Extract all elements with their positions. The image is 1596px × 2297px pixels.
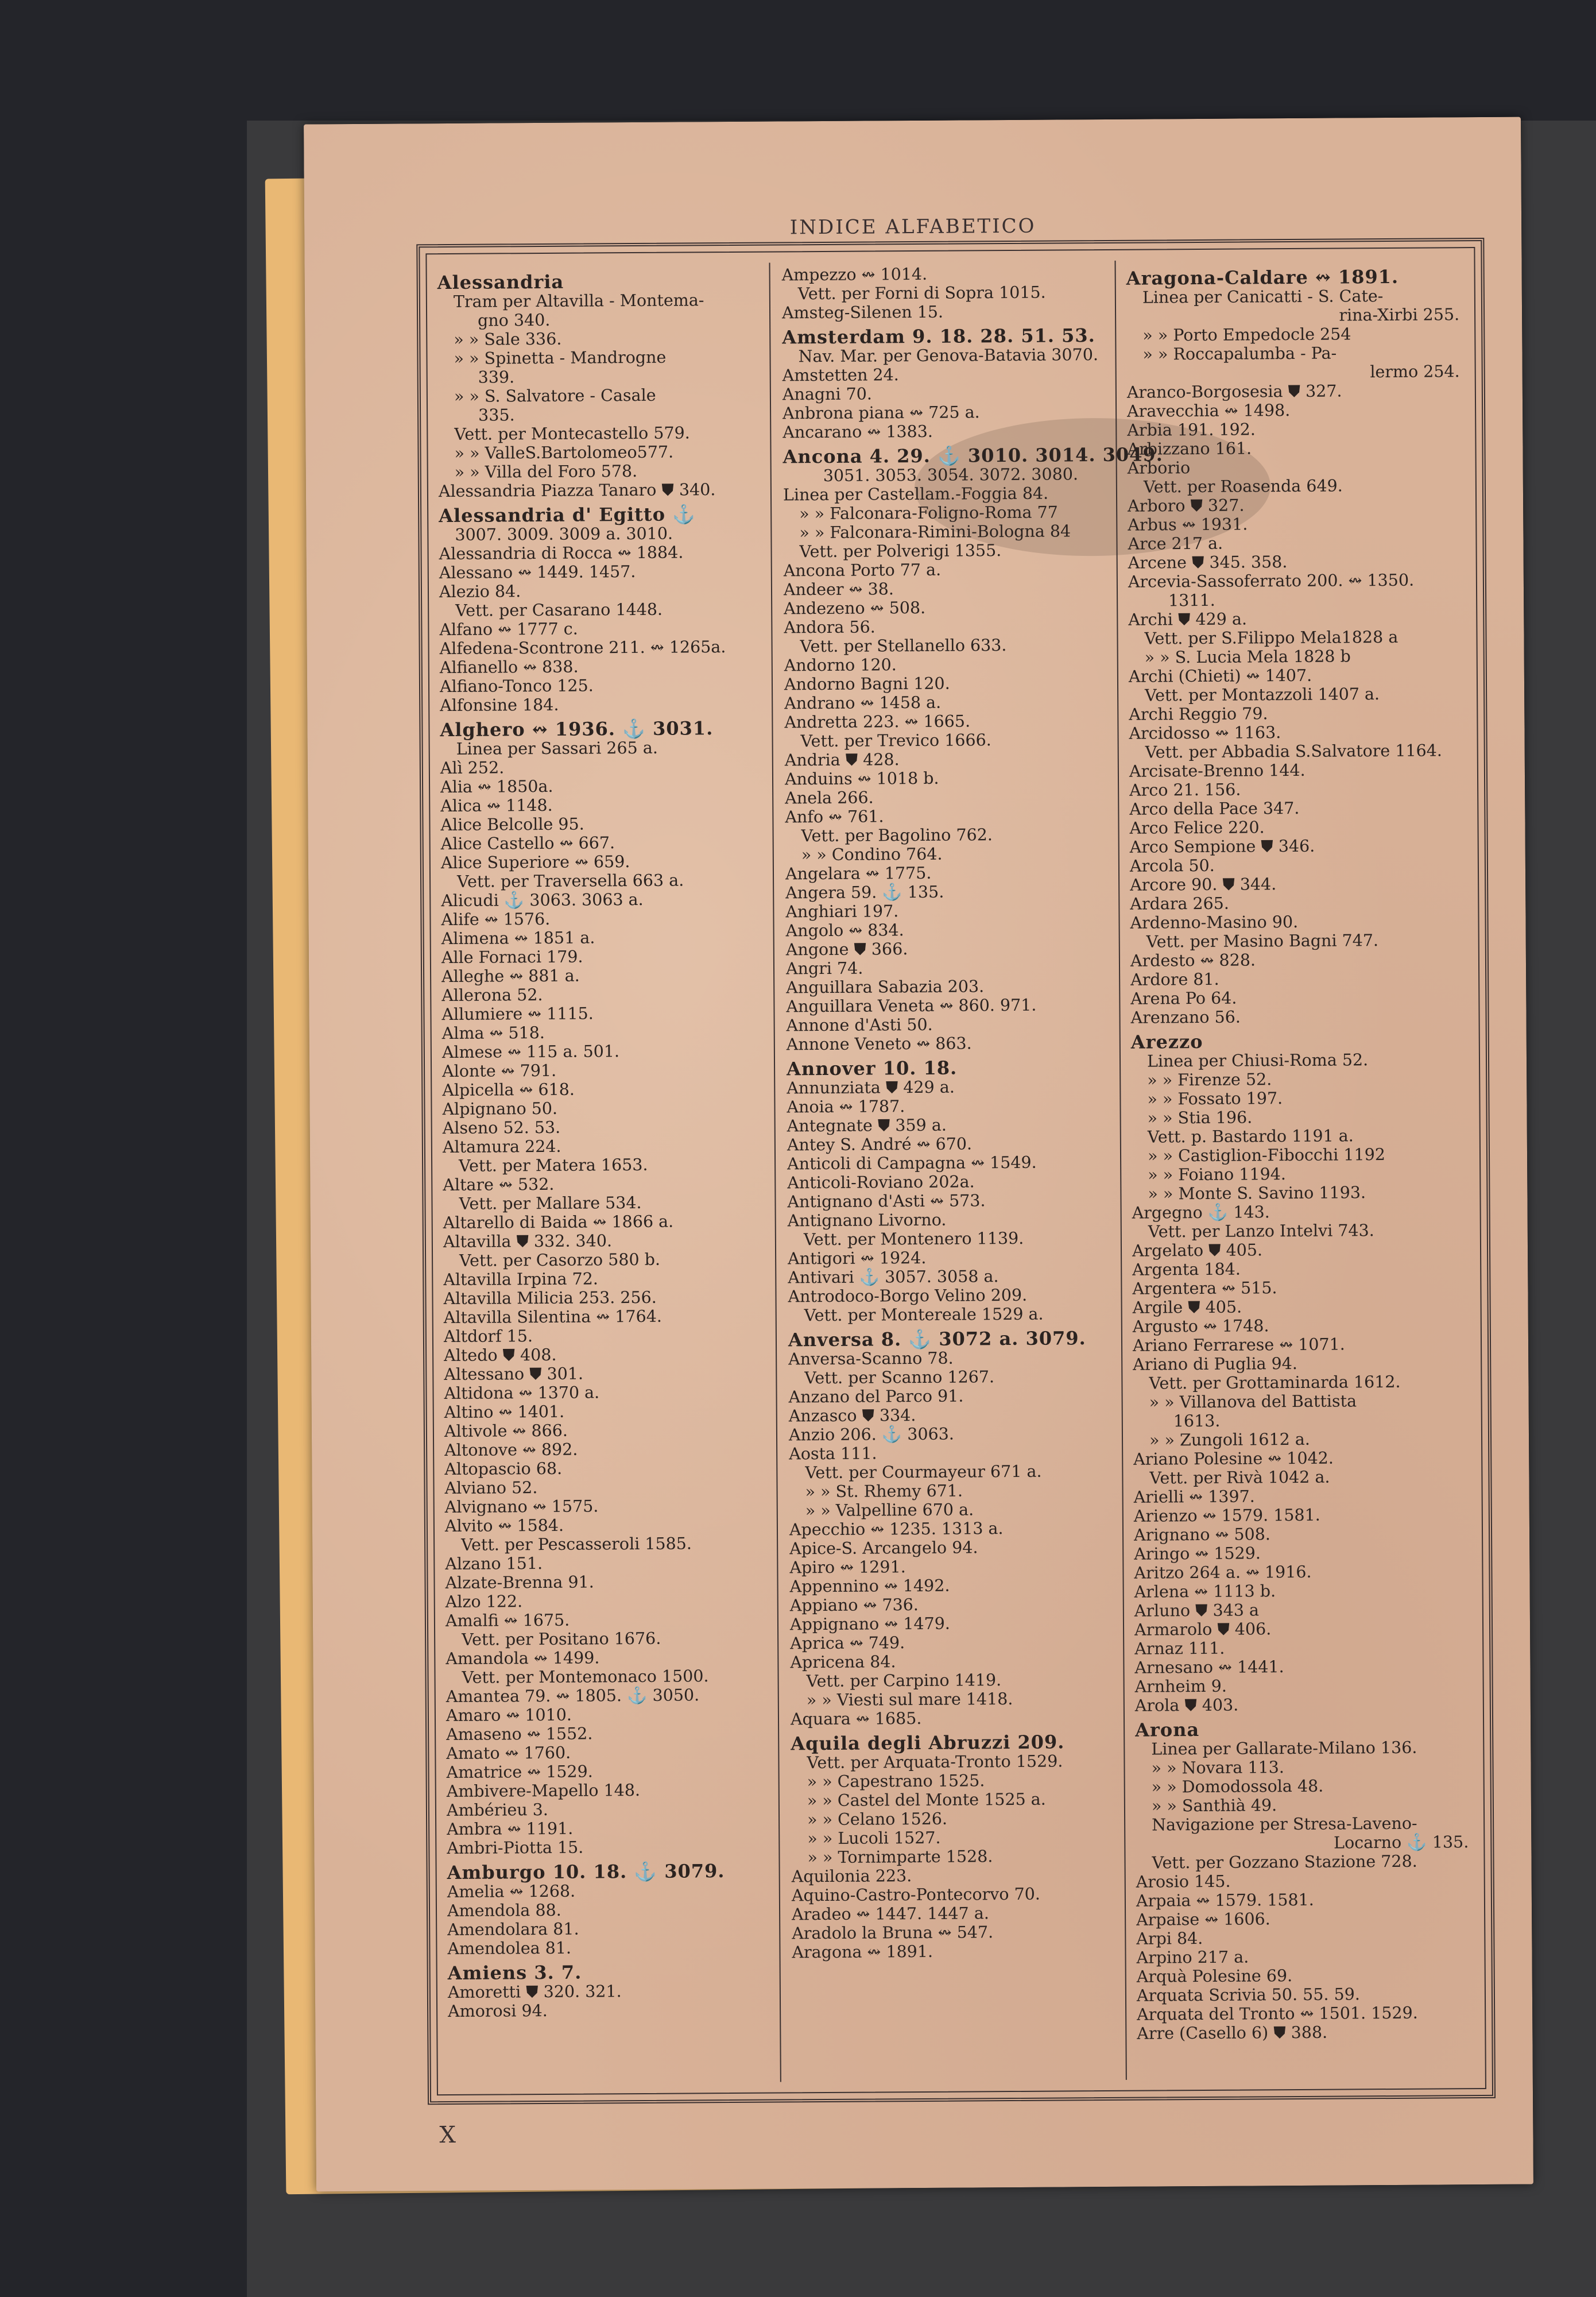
index-entry: Apricena 84. <box>790 1652 896 1672</box>
document-page <box>304 117 1533 2192</box>
index-entry: Aprica ↭ 749. <box>790 1633 905 1653</box>
index-entry: Arielli ↭ 1397. <box>1133 1487 1255 1507</box>
index-entry: Altivole ↭ 866. <box>444 1421 568 1441</box>
index-entry: Alfedena-Scontrone 211. ↭ 1265a. <box>439 637 726 659</box>
index-entry: Vett. per Trevico 1666. <box>800 730 991 751</box>
index-entry: Amaseno ↭ 1552. <box>446 1724 593 1745</box>
index-entry: Ambérieu 3. <box>446 1800 548 1820</box>
index-entry: Alife ↭ 1576. <box>441 909 551 930</box>
index-entry: Vett. per Polverigi 1355. <box>799 541 1002 562</box>
index-entry: » » Firenze 52. <box>1147 1070 1272 1090</box>
index-entry: » » Domodossola 48. <box>1151 1776 1324 1797</box>
index-entry: Altavilla ⛊ 332. 340. <box>443 1231 613 1252</box>
index-entry: Vett. per Abbadia S.Salvatore 1164. <box>1145 741 1442 762</box>
index-entry: Antigori ↭ 1924. <box>788 1248 927 1269</box>
index-entry: Ariano di Puglia 94. <box>1133 1354 1298 1374</box>
index-entry: Arboro ⛊ 327. <box>1128 496 1245 516</box>
index-entry: Alseno 52. 53. <box>442 1117 561 1138</box>
index-entry: Appennino ↭ 1492. <box>789 1576 950 1596</box>
index-entry: Arbia 191. 192. <box>1127 420 1256 440</box>
index-entry: Arpaia ↭ 1579. 1581. <box>1136 1890 1314 1911</box>
index-entry: Vett. per Courmayeur 671 a. <box>805 1461 1042 1483</box>
index-entry: 1311. <box>1168 590 1215 610</box>
index-entry: » » Zungoli 1612 a. <box>1149 1429 1310 1450</box>
index-entry: Alessano ↭ 1449. 1457. <box>439 562 636 583</box>
index-entry: Amantea 79. ↭ 1805. ⚓ 3050. <box>446 1685 700 1707</box>
index-entry: Alzano 151. <box>445 1554 543 1574</box>
index-entry: Arpaise ↭ 1606. <box>1136 1909 1270 1929</box>
index-entry: Alle Fornaci 179. <box>441 947 583 968</box>
index-entry: Arquà Polesine 69. <box>1136 1966 1293 1986</box>
index-entry: Aradeo ↭ 1447. 1447 a. <box>791 1904 989 1924</box>
index-entry: Tram per Altavilla - Montema- <box>453 291 704 311</box>
index-entry: Arborio <box>1127 458 1191 478</box>
index-entry: » » Villanova del Battista <box>1149 1391 1357 1412</box>
index-entry: Alviano 52. <box>444 1478 538 1498</box>
index-entry: Alzo 122. <box>445 1592 523 1612</box>
index-entry: Amelia ↭ 1268. <box>447 1881 576 1902</box>
index-entry: Altamura 224. <box>442 1136 561 1157</box>
index-entry: 1613. <box>1173 1411 1221 1431</box>
index-entry: Andezeno ↭ 508. <box>784 598 926 618</box>
index-entry: Vett. p. Bastardo 1191 a. <box>1147 1126 1354 1147</box>
index-entry: Arquata del Tronto ↭ 1501. 1529. <box>1137 2003 1418 2024</box>
index-entry: » » Viesti sul mare 1418. <box>806 1689 1013 1710</box>
index-entry: Vett. per Traversella 663 a. <box>456 871 684 891</box>
index-entry: Altavilla Silentina ↭ 1764. <box>443 1306 662 1328</box>
index-entry: Altopascio 68. <box>444 1459 563 1479</box>
index-entry: Andorno 120. <box>784 655 897 675</box>
index-entry: Altino ↭ 1401. <box>444 1402 565 1422</box>
index-entry: Argegno ⚓ 143. <box>1132 1202 1270 1223</box>
index-entry: Anela 266. <box>785 788 874 808</box>
index-entry: Alpignano 50. <box>442 1099 558 1119</box>
index-entry: Alica ↭ 1148. <box>440 795 553 816</box>
index-entry: Vett. per Gozzano Stazione 728. <box>1152 1851 1417 1873</box>
index-entry: Antrodoco-Borgo Velino 209. <box>788 1285 1028 1306</box>
index-entry: Altavilla Milicia 253. 256. <box>443 1287 657 1309</box>
index-entry: Alice Belcolle 95. <box>440 814 584 835</box>
index-entry: Ariano Polesine ↭ 1042. <box>1133 1448 1334 1469</box>
index-entry: Ardara 265. <box>1130 894 1230 914</box>
index-entry: Ampezzo ↭ 1014. <box>781 264 928 285</box>
index-entry: Vett. per Pescasseroli 1585. <box>461 1534 692 1554</box>
index-entry: Arco Sempione ⛊ 346. <box>1129 836 1315 857</box>
index-entry: Vett. per Matera 1653. <box>459 1155 648 1175</box>
index-entry: Alice Castello ↭ 667. <box>440 833 615 854</box>
index-entry: Arcidosso ↭ 1163. <box>1129 723 1281 743</box>
index-entry: lermo 254. <box>1370 362 1460 382</box>
index-entry: Amendolea 81. <box>447 1938 572 1959</box>
index-entry: » » Santhià 49. <box>1151 1796 1277 1816</box>
index-entry: Antegnate ⛊ 359 a. <box>787 1115 947 1136</box>
index-entry: Alimena ↭ 1851 a. <box>441 928 595 949</box>
index-entry: Appiano ↭ 736. <box>789 1595 919 1615</box>
index-entry: Almese ↭ 115 a. 501. <box>441 1042 620 1062</box>
index-entry: Andorno Bagni 120. <box>784 674 950 694</box>
index-entry: gno 340. <box>478 310 551 330</box>
index-entry: Amato ↭ 1760. <box>446 1743 571 1764</box>
index-entry: » » St. Rhemy 671. <box>805 1481 963 1502</box>
index-heading-entry: Alessandria d' Egitto ⚓ <box>439 503 696 527</box>
index-entry: Argentera ↭ 515. <box>1132 1278 1277 1298</box>
index-entry: Altare ↭ 532. <box>443 1174 555 1195</box>
index-entry: Amsteg-Silenen 15. <box>781 302 944 323</box>
index-entry: Argile ⛊ 405. <box>1132 1297 1242 1317</box>
index-entry: Locarno ⚓ 135. <box>1333 1832 1469 1853</box>
index-entry: rina-Xirbi 255. <box>1339 305 1460 325</box>
index-entry: Aosta 111. <box>789 1444 877 1464</box>
index-entry: Vett. per Bagolino 762. <box>801 825 993 846</box>
index-entry: Alezio 84. <box>439 582 521 602</box>
index-column-3 <box>1126 261 1476 2043</box>
index-entry: Arco Felice 220. <box>1129 818 1265 838</box>
index-entry: Arcisate-Brenno 144. <box>1129 760 1306 781</box>
index-entry: » » Falconara-Rimini-Bologna 84 <box>799 521 1071 543</box>
index-entry: » » Novara 113. <box>1151 1758 1284 1778</box>
index-entry: Arnesano ↭ 1441. <box>1134 1657 1284 1677</box>
index-entry: Ancarano ↭ 1383. <box>782 421 933 442</box>
index-entry: Vett. per Montemonaco 1500. <box>462 1666 709 1687</box>
index-entry: Armarolo ⛊ 406. <box>1134 1619 1272 1639</box>
index-entry: » » Fossato 197. <box>1147 1089 1283 1109</box>
index-entry: Arquata Scrivia 50. 55. 59. <box>1136 1985 1360 2005</box>
index-entry: Vett. per Montenero 1139. <box>803 1228 1024 1250</box>
index-entry: Arcore 90. ⛊ 344. <box>1130 875 1277 895</box>
index-entry: » » Valpelline 670 a. <box>805 1500 974 1521</box>
index-entry: Vett. per Roasenda 649. <box>1143 476 1343 497</box>
index-entry: Linea per Canicatti - S. Cate- <box>1142 287 1384 307</box>
index-entry: Allumiere ↭ 1115. <box>441 1004 594 1024</box>
index-entry: Andria ⛊ 428. <box>784 750 900 770</box>
index-entry: Vett. per Mallare 534. <box>459 1193 642 1213</box>
index-entry: Arlena ↭ 1113 b. <box>1134 1581 1276 1602</box>
index-entry: Anguillara Sabazia 203. <box>786 977 985 997</box>
index-entry: 339. <box>478 368 515 387</box>
index-entry: Linea per Castellam.-Foggia 84. <box>782 484 1049 505</box>
index-entry: Ambri-Piotta 15. <box>447 1838 584 1858</box>
index-entry: Alfonsine 184. <box>440 695 559 716</box>
index-entry: Anguillara Veneta ↭ 860. 971. <box>786 995 1037 1016</box>
index-entry: Apice-S. Arcangelo 94. <box>789 1538 978 1559</box>
index-entry: Arena Po 64. <box>1130 988 1237 1008</box>
index-entry: » » S. Salvatore - Casale <box>454 385 656 406</box>
index-entry: Alessandria di Rocca ↭ 1884. <box>439 543 684 564</box>
index-entry: Aranco-Borgosesia ⛊ 327. <box>1126 381 1342 402</box>
index-entry: Anduins ↭ 1018 b. <box>784 768 939 789</box>
index-entry: Amaro ↭ 1010. <box>446 1705 572 1726</box>
index-entry: Aringo ↭ 1529. <box>1134 1544 1261 1564</box>
index-entry: Annone Veneto ↭ 863. <box>786 1034 972 1054</box>
index-entry: » » Roccapalumba - Pa- <box>1142 343 1337 364</box>
index-entry: » » Castiglion-Fibocchi 1192 <box>1147 1145 1386 1166</box>
index-entry: Antignano Livorno. <box>787 1210 947 1231</box>
index-entry: » » Lucoli 1527. <box>807 1828 941 1849</box>
index-entry: » » Capestrano 1525. <box>807 1771 985 1792</box>
index-entry: Arco della Pace 347. <box>1129 798 1300 819</box>
page-number: X <box>439 2121 456 2149</box>
index-entry: » » Castel del Monte 1525 a. <box>807 1789 1046 1811</box>
index-heading-entry: Alessandria <box>437 270 564 294</box>
index-entry: Vett. per Arquata-Tronto 1529. <box>807 1751 1063 1773</box>
index-entry: Linea per Chiusi-Roma 52. <box>1146 1050 1369 1071</box>
index-entry: Vett. per Rivà 1042 a. <box>1149 1467 1330 1488</box>
index-entry: Ambivere-Mapello 148. <box>446 1780 641 1801</box>
index-entry: » » Celano 1526. <box>807 1809 948 1830</box>
index-entry: Alicudi ⚓ 3063. 3063 a. <box>441 890 644 911</box>
index-entry: Alvignano ↭ 1575. <box>444 1496 599 1517</box>
index-entry: Arnheim 9. <box>1134 1676 1227 1696</box>
index-entry: Anversa-Scanno 78. <box>788 1348 954 1369</box>
index-entry: Ardenno-Masino 90. <box>1130 912 1299 933</box>
index-entry: 3007. 3009. 3009 a. 3010. <box>455 524 673 544</box>
index-entry: Linea per Gallarate-Milano 136. <box>1151 1738 1417 1759</box>
index-entry: » » Porto Empedocle 254 <box>1142 324 1351 345</box>
index-entry: Anoia ↭ 1787. <box>787 1097 905 1117</box>
index-entry: Amalfi ↭ 1675. <box>445 1610 570 1631</box>
index-entry: Arignano ↭ 508. <box>1133 1525 1271 1545</box>
index-entry: Ardesto ↭ 828. <box>1130 950 1256 970</box>
index-entry: » » Sale 336. <box>454 329 562 349</box>
index-entry: Arcene ⛊ 345. 358. <box>1128 552 1288 573</box>
index-entry: Arenzano 56. <box>1130 1007 1241 1027</box>
index-entry: Andeer ↭ 38. <box>783 579 894 600</box>
index-entry: 335. <box>478 405 515 425</box>
index-entry: Amstetten 24. <box>782 365 899 385</box>
index-entry: Vett. per Forni di Sopra 1015. <box>797 283 1046 304</box>
index-entry: Anbrona piana ↭ 725 a. <box>782 403 980 423</box>
index-entry: » » Foiano 1194. <box>1148 1165 1286 1185</box>
index-heading-entry: Aquila degli Abruzzi 209. <box>791 1731 1065 1755</box>
index-entry: 3051. 3053. 3054. 3072. 3080. <box>823 465 1079 485</box>
index-entry: Aquino-Castro-Pontecorvo 70. <box>791 1884 1040 1905</box>
index-entry: Alma ↭ 518. <box>441 1023 545 1043</box>
index-entry: Vett. per Masino Bagni 747. <box>1146 931 1379 952</box>
index-entry: Alì 252. <box>440 758 505 778</box>
index-entry: Appignano ↭ 1479. <box>789 1614 950 1634</box>
index-entry: Antignano d'Asti ↭ 573. <box>787 1191 986 1212</box>
index-entry: Alleghe ↭ 881 a. <box>441 966 580 987</box>
index-heading-entry: Arezzo <box>1130 1030 1203 1053</box>
index-entry: Andrano ↭ 1458 a. <box>784 693 942 713</box>
index-entry: Altessano ⛊ 301. <box>444 1364 584 1385</box>
index-entry: Amorosi 94. <box>448 2001 548 2021</box>
index-heading-entry: Amsterdam 9. 18. 28. 51. 53. <box>782 324 1095 349</box>
index-entry: Arienzo ↭ 1579. 1581. <box>1133 1505 1320 1526</box>
index-entry: Antivari ⚓ 3057. 3058 a. <box>788 1267 999 1287</box>
index-entry: Angolo ↭ 834. <box>785 921 904 941</box>
index-entry: Arluno ⛊ 343 a <box>1134 1600 1260 1621</box>
index-entry: Argenta 184. <box>1132 1259 1241 1279</box>
index-entry: Alice Superiore ↭ 659. <box>440 852 630 873</box>
index-entry: Arbizzano 161. <box>1127 439 1252 459</box>
index-entry: Apiro ↭ 1291. <box>789 1557 906 1577</box>
index-entry: Vett. per Casarano 1448. <box>455 600 663 620</box>
index-entry: Vett. per Casorzo 580 b. <box>459 1250 661 1270</box>
index-entry: » » ValleS.Bartolomeo577. <box>454 442 674 463</box>
index-entry: Arcevia-Sassoferrato 200. ↭ 1350. <box>1128 570 1415 591</box>
index-entry: Anzasco ⛊ 334. <box>788 1406 916 1426</box>
index-entry: Arpino 217 a. <box>1136 1947 1249 1967</box>
index-entry: Ariano Ferrarese ↭ 1071. <box>1132 1335 1345 1355</box>
index-heading-entry: Annover 10. 18. <box>786 1057 958 1080</box>
index-entry: Archi (Chieti) ↭ 1407. <box>1128 666 1312 686</box>
index-entry: Annunziata ⛊ 429 a. <box>787 1077 955 1098</box>
index-entry: Antey S. André ↭ 670. <box>787 1134 973 1155</box>
index-entry: Vett. per Carpino 1419. <box>806 1670 1002 1691</box>
index-entry: Alonte ↭ 791. <box>442 1061 557 1081</box>
index-entry: Altidona ↭ 1370 a. <box>444 1383 600 1403</box>
index-heading-entry: Arona <box>1135 1719 1200 1741</box>
index-entry: Arnaz 111. <box>1134 1638 1225 1658</box>
index-entry: Altarello di Baida ↭ 1866 a. <box>443 1212 674 1233</box>
index-entry: Aquilonia 223. <box>791 1866 912 1886</box>
index-entry: Arbus ↭ 1931. <box>1128 515 1248 535</box>
index-entry: Andretta 223. ↭ 1665. <box>784 711 971 732</box>
index-entry: Arco 21. 156. <box>1129 780 1241 800</box>
index-entry: Aragona ↭ 1891. <box>792 1942 933 1962</box>
index-entry: Andora 56. <box>784 617 876 637</box>
index-entry: Nav. Mar. per Genova-Batavia 3070. <box>798 345 1099 366</box>
index-entry: Arosio 145. <box>1136 1871 1231 1892</box>
index-entry: Argelato ⛊ 405. <box>1132 1240 1263 1260</box>
index-entry: » » Villa del Foro 578. <box>454 461 638 482</box>
index-entry: Arpi 84. <box>1136 1929 1203 1948</box>
index-entry: » » S. Lucia Mela 1828 b <box>1144 647 1351 667</box>
index-entry: Altdorf 15. <box>443 1327 533 1347</box>
index-entry: Vett. per Scanno 1267. <box>804 1367 995 1388</box>
index-entry: Anzano del Parco 91. <box>788 1386 964 1407</box>
index-heading-entry: Amiens 3. 7. <box>447 1961 582 1985</box>
index-entry: Apecchio ↭ 1235. 1313 a. <box>789 1519 1004 1540</box>
index-entry: Aritzo 264 a. ↭ 1916. <box>1134 1562 1312 1583</box>
index-heading-entry: Alghero ↭ 1936. ⚓ 3031. <box>440 717 714 741</box>
index-entry: Arola ⛊ 403. <box>1134 1695 1239 1715</box>
index-entry: Ambra ↭ 1191. <box>447 1819 574 1839</box>
index-heading-entry: Anversa 8. ⚓ 3072 a. 3079. <box>788 1327 1086 1351</box>
index-entry: Annone d'Asti 50. <box>786 1015 933 1035</box>
index-entry: Ardore 81. <box>1130 969 1219 989</box>
index-entry: » » Condino 764. <box>801 844 943 865</box>
index-entry: » » Tornimparte 1528. <box>807 1847 993 1867</box>
index-entry: » » Stia 196. <box>1147 1108 1253 1128</box>
index-entry: Arce 217 a. <box>1128 533 1223 554</box>
index-entry: Alfano ↭ 1777 c. <box>439 619 578 640</box>
index-entry: Navigazione per Stresa-Laveno- <box>1152 1813 1417 1835</box>
index-entry: Altedo ⛊ 408. <box>444 1345 557 1366</box>
index-entry: Archi ⛊ 429 a. <box>1128 609 1248 629</box>
page-header: INDICE ALFABETICO <box>789 214 1036 239</box>
index-entry: Aquara ↭ 1685. <box>790 1708 922 1729</box>
index-entry: Altonove ↭ 892. <box>444 1440 578 1460</box>
index-entry: Vett. per Lanzo Intelvi 743. <box>1148 1221 1374 1242</box>
index-entry: Aradolo la Bruna ↭ 547. <box>792 1923 994 1943</box>
index-entry: » » Monte S. Savino 1193. <box>1148 1183 1366 1204</box>
index-frame <box>416 238 1496 2105</box>
index-entry: Ancona Porto 77 a. <box>783 560 942 581</box>
index-entry: Angone ⛊ 366. <box>785 939 908 960</box>
index-entry: Anfo ↭ 761. <box>785 807 884 827</box>
index-entry: » » Falconara-Foligno-Roma 77 <box>799 502 1058 524</box>
index-entry: Alvito ↭ 1584. <box>444 1515 564 1536</box>
index-entry: » » Spinetta - Mandrogne <box>454 347 667 368</box>
index-entry: Anghiari 197. <box>785 902 899 922</box>
index-entry: Vett. per Montereale 1529 a. <box>804 1304 1044 1325</box>
index-entry: Arcola 50. <box>1129 856 1215 876</box>
index-entry: Vett. per S.Filippo Mela1828 a <box>1144 627 1399 648</box>
index-entry: Anagni 70. <box>782 384 873 404</box>
index-entry: Allerona 52. <box>441 985 543 1006</box>
index-heading-entry: Ancona 4. 29. ⚓ 3010. 3014. 3049. <box>782 443 1163 468</box>
index-entry: Alessandria Piazza Tanaro ⛊ 340. <box>438 480 716 501</box>
index-entry: Anticoli-Roviano 202a. <box>787 1172 975 1193</box>
index-entry: Alia ↭ 1850a. <box>440 776 553 797</box>
index-entry: Vett. per Positano 1676. <box>462 1629 661 1649</box>
index-entry: Vett. per Stellanello 633. <box>800 636 1007 656</box>
index-column-1 <box>437 266 770 2021</box>
index-entry: Altavilla Irpina 72. <box>443 1269 599 1290</box>
index-entry: Anzio 206. ⚓ 3063. <box>788 1424 955 1445</box>
index-entry: Amendolara 81. <box>447 1919 579 1940</box>
index-entry: Alpicella ↭ 618. <box>442 1080 575 1100</box>
index-entry: Argusto ↭ 1748. <box>1132 1316 1269 1336</box>
index-entry: Angri 74. <box>785 958 863 979</box>
index-entry: Amandola ↭ 1499. <box>446 1648 600 1669</box>
index-entry: Aravecchia ↭ 1498. <box>1127 401 1291 421</box>
index-entry: Archi Reggio 79. <box>1129 704 1268 724</box>
index-heading-entry: Aragona-Caldare ↭ 1891. <box>1126 265 1399 289</box>
index-entry: Alfianello ↭ 838. <box>439 657 579 678</box>
index-entry: Vett. per Montecastello 579. <box>454 423 690 444</box>
index-entry: Alzate-Brenna 91. <box>445 1572 594 1593</box>
index-entry: Angera 59. ⚓ 135. <box>785 882 944 903</box>
index-entry: Arre (Casello 6) ⛊ 388. <box>1137 2023 1328 2043</box>
index-entry: Angelara ↭ 1775. <box>785 863 932 884</box>
index-entry: Alfiano-Tonco 125. <box>439 676 594 697</box>
index-entry: Amendola 88. <box>447 1900 561 1921</box>
index-entry: Vett. per Montazzoli 1407 a. <box>1145 685 1380 705</box>
index-entry: Amoretti ⛊ 320. 321. <box>447 1982 622 2002</box>
index-heading-entry: Amburgo 10. 18. ⚓ 3079. <box>447 1860 725 1884</box>
index-entry: Anticoli di Campagna ↭ 1549. <box>787 1153 1037 1174</box>
index-entry: Vett. per Grottaminarda 1612. <box>1149 1372 1401 1393</box>
index-entry: Linea per Sassari 265 a. <box>456 738 658 759</box>
index-entry: Amatrice ↭ 1529. <box>446 1762 593 1782</box>
